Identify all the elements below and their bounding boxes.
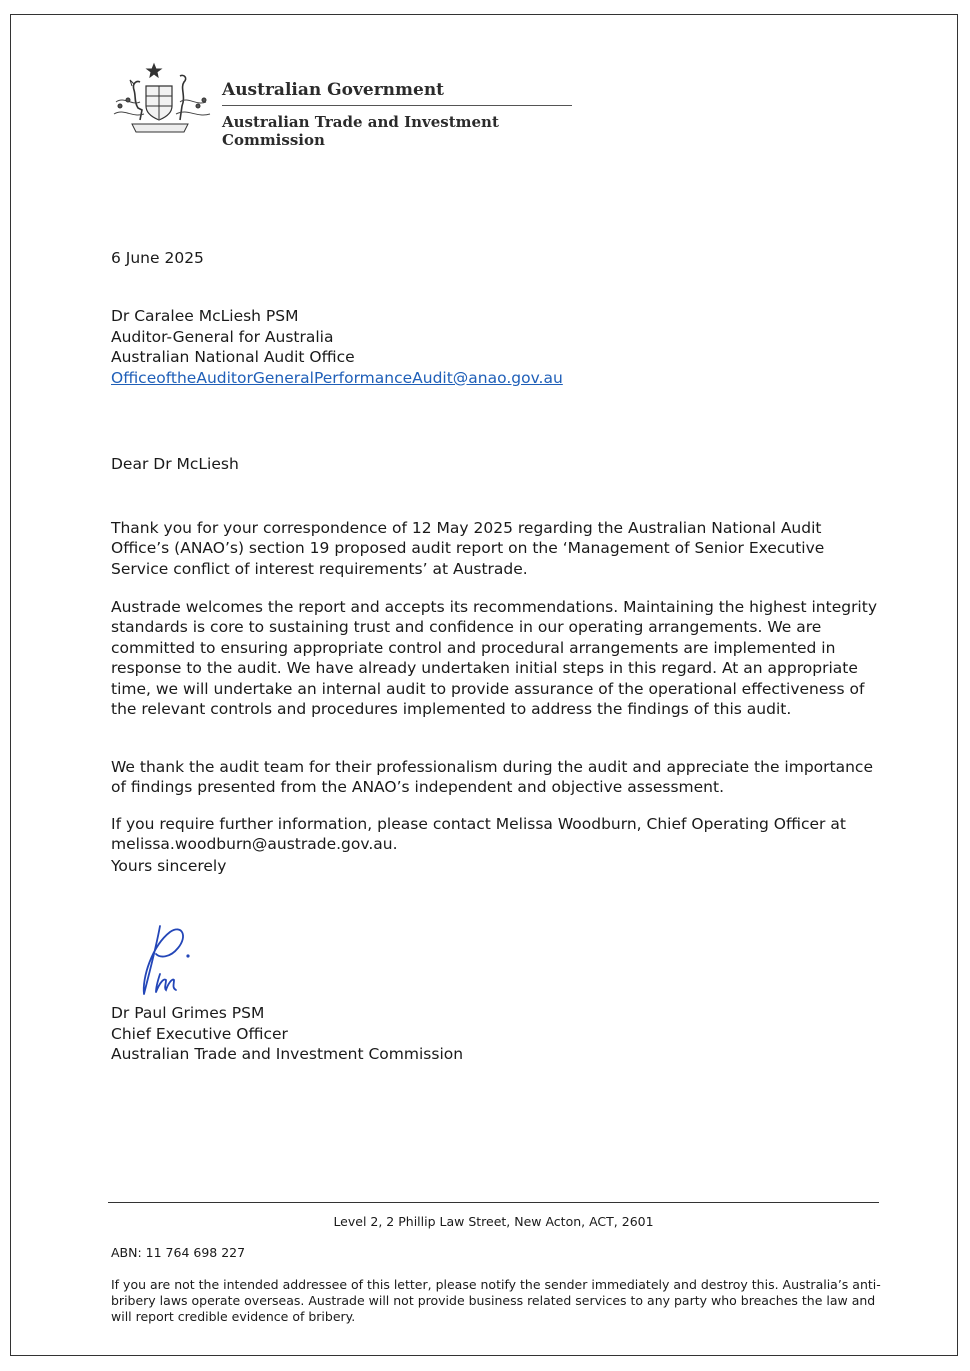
letter-date: 6 June 2025	[111, 249, 204, 267]
signatory-title: Chief Executive Officer	[111, 1024, 288, 1043]
letterhead	[110, 62, 580, 149]
recipient-email-link[interactable]: OfficeoftheAuditorGeneralPerformanceAudit@anao.gov.au	[111, 368, 563, 387]
letterhead-government: Australian Government	[222, 80, 445, 100]
body-paragraph-2: Austrade welcomes the report and accepts its recommendations. Maintaining the highest integrity standards is core to sustaining trust and confidence in our operating arrangements. We are committed to ensuring appropriate control and procedural arrangements are implemented in response to the audit. We have already undertaken initial steps in this regard. At an appropriate time, we will undertake an internal audit to provide assurance of the operational effectiveness of the relevant controls and procedures implemented to address the findings of this audit.	[111, 597, 877, 719]
signatory-organisation: Australian Trade and Investment Commission	[111, 1045, 464, 1064]
footer-divider	[108, 1202, 879, 1203]
recipient-address	[111, 306, 881, 388]
footer-disclaimer: If you are not the intended addressee of this letter, please notify the sender immediately and destroy this. Australia’s anti-bribery laws operate overseas. Austrade will not provide business related services to any party who breaches the law and will report credible evidence of bribery.	[111, 1277, 881, 1324]
letterhead-divider	[222, 105, 572, 106]
body-paragraph-1: Thank you for your correspondence of 12 May 2025 regarding the Australian National Audit Office’s (ANAO’s) section 19 proposed audit report on the ‘Management of Senior Executive Service conflict of interest requirements’ at Austrade.	[111, 518, 825, 578]
salutation: Dear Dr McLiesh	[111, 455, 239, 473]
recipient-title: Auditor-General for Australia	[111, 327, 334, 346]
coat-of-arms-icon	[110, 62, 214, 136]
letterhead-agency: Australian Trade and Investment Commission	[222, 113, 499, 149]
signature-block	[111, 1003, 881, 1065]
body-paragraph-4: If you require further information, please contact Melissa Woodburn, Chief Operating Officer at melissa.woodburn@austrade.gov.au.	[111, 814, 846, 854]
recipient-name: Dr Caralee McLiesh PSM	[111, 307, 299, 325]
footer-abn: ABN: 11 764 698 227	[111, 1245, 246, 1260]
recipient-office: Australian National Audit Office	[111, 348, 355, 367]
signatory-name: Dr Paul Grimes PSM	[111, 1004, 265, 1022]
footer-address: Level 2, 2 Phillip Law Street, New Acton, ACT, 2601	[333, 1214, 654, 1229]
body-paragraph-3: We thank the audit team for their professionalism during the audit and appreciate the importance of findings presented from the ANAO’s independent and objective assessment.	[111, 757, 873, 797]
signature	[130, 918, 200, 1000]
closing: Yours sincerely	[111, 857, 227, 875]
